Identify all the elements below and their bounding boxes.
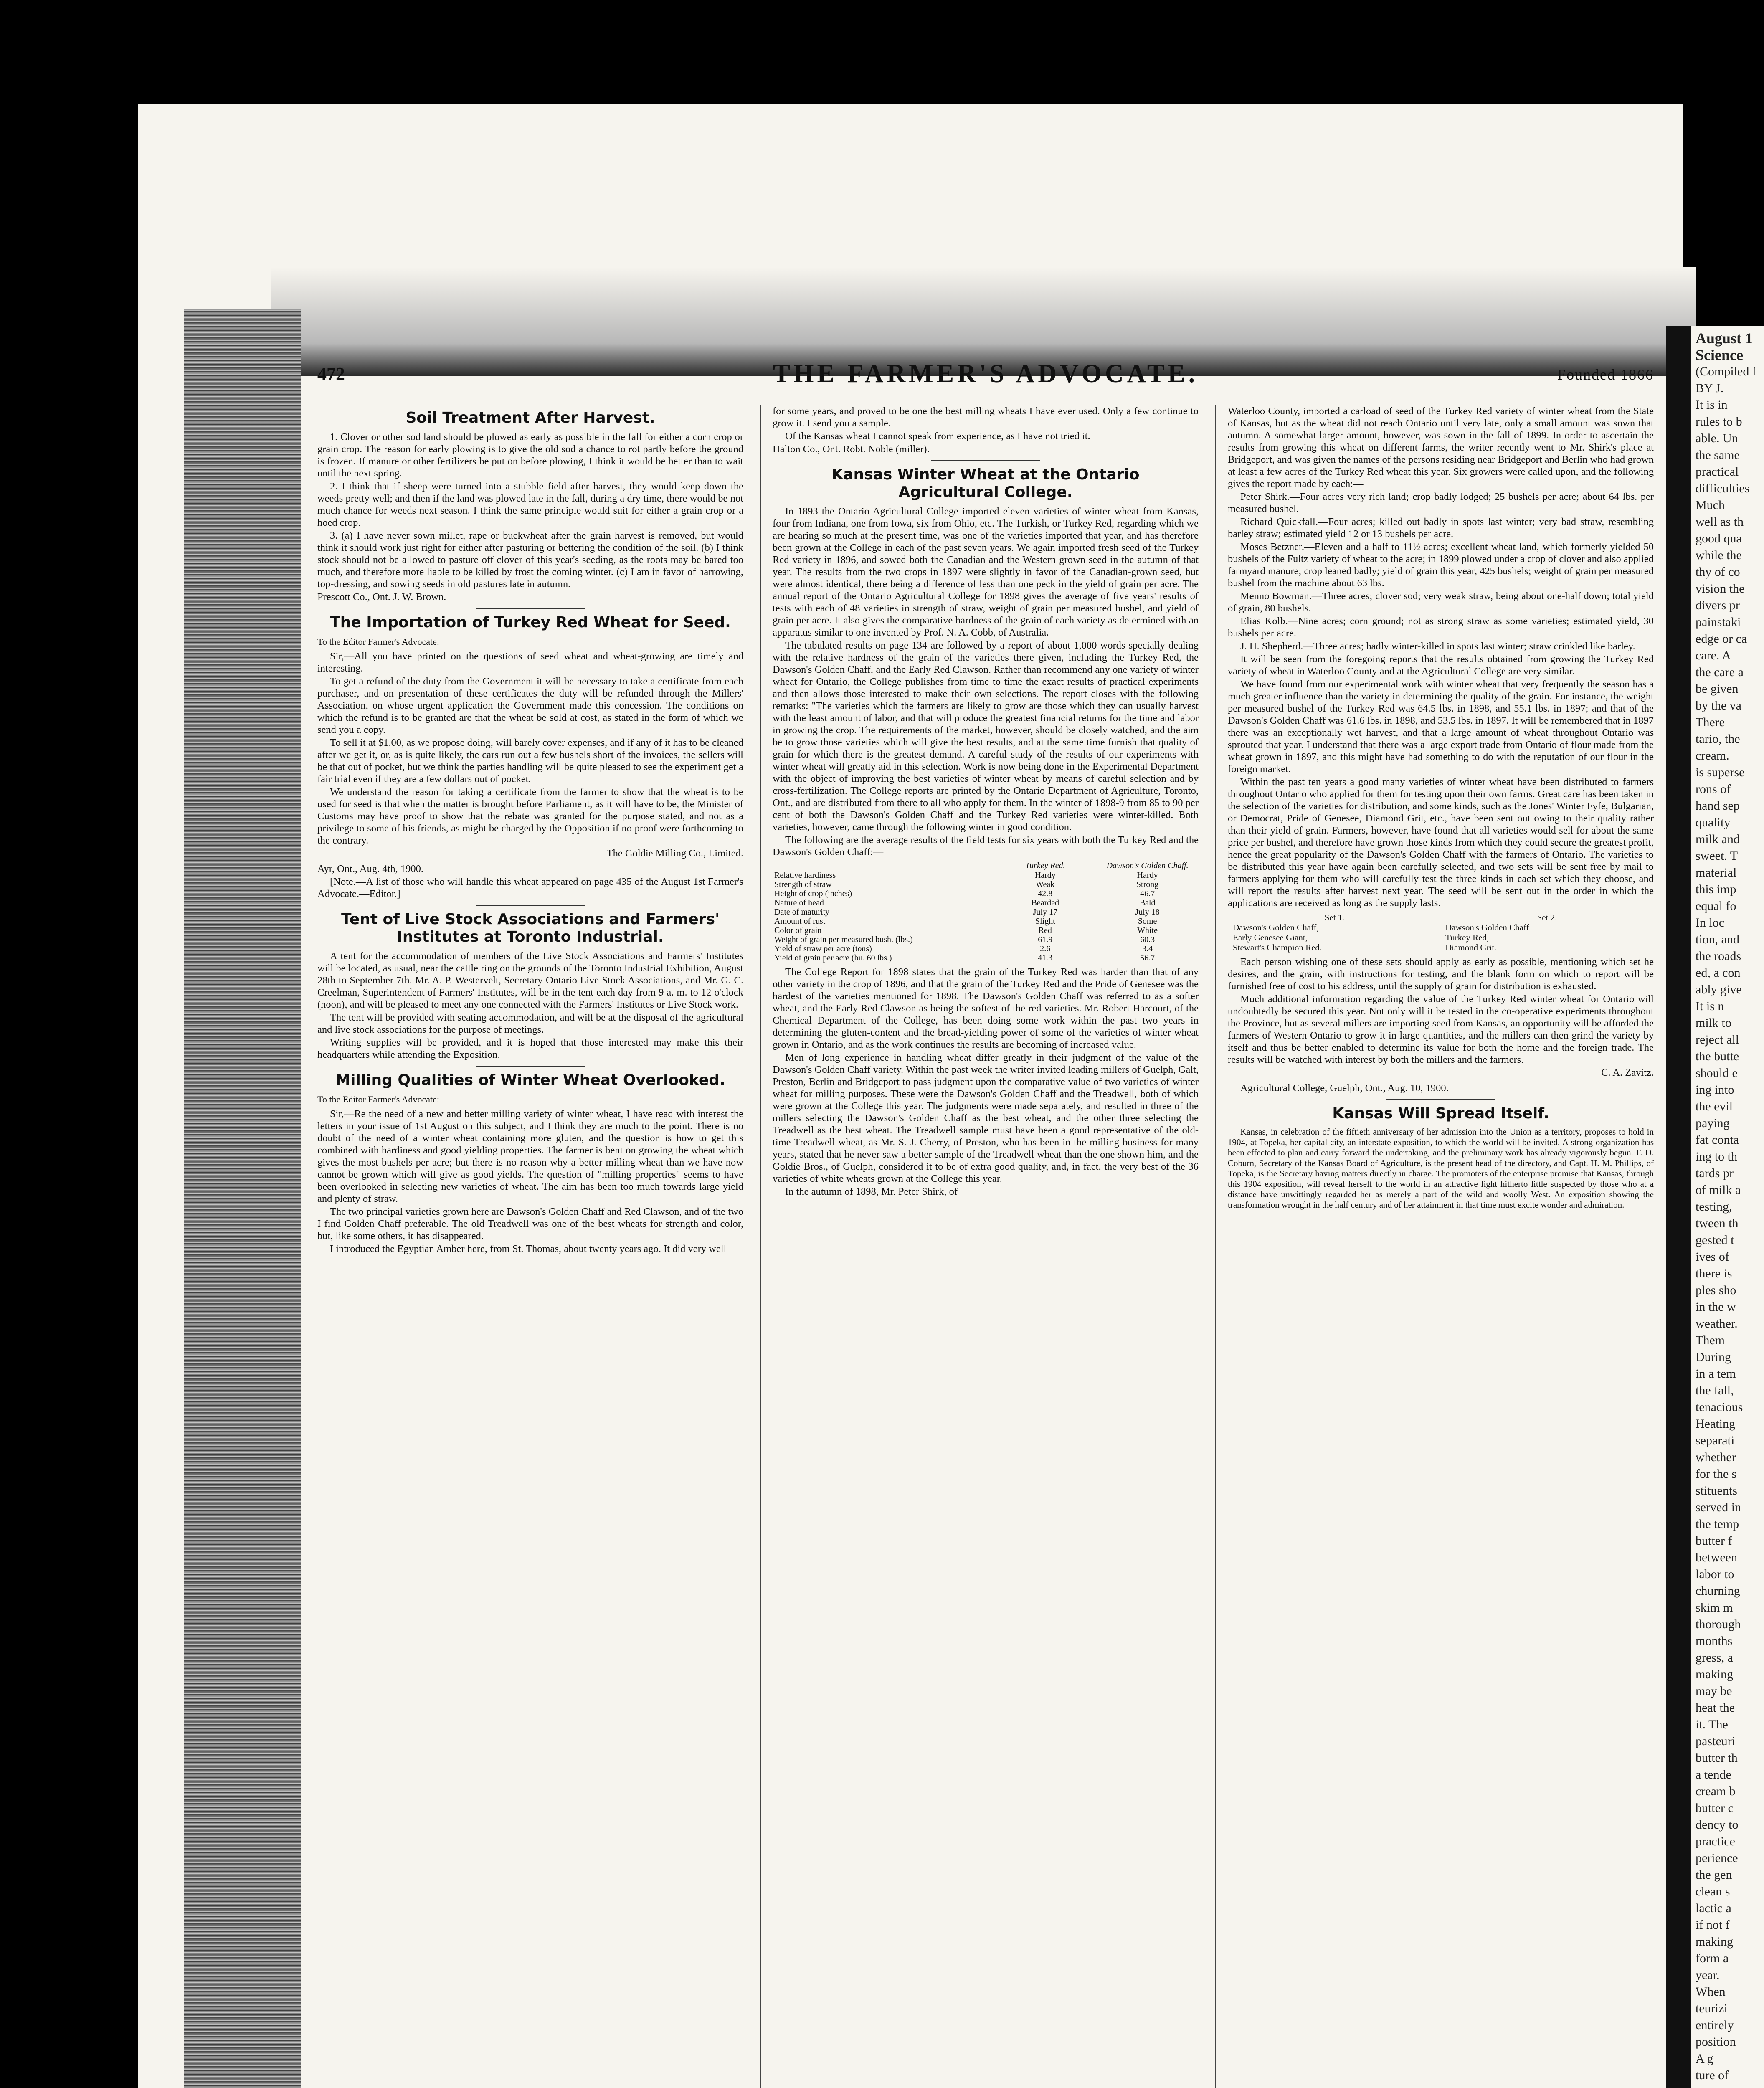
cell-value: Red bbox=[1038, 926, 1052, 935]
table-row bbox=[773, 926, 1199, 935]
cell-value: Hardy bbox=[1137, 871, 1158, 880]
next-page-line: vision the bbox=[1696, 582, 1745, 595]
next-page-line: tario, the bbox=[1696, 732, 1740, 746]
paragraph: We understand the reason for taking a certificate from the farmer to show that the wheat is to be used for seed is that when the matter is brought before Parliament, as it will have to be, the Minister of Customs may have proof to show that the rebate was granted for the purpose stated, and not as a privilege to some of his friends, as might be charged by the Opposition if no proof were forthcoming to the contrary. bbox=[317, 786, 743, 846]
set-item: Dawson's Golden Chaff bbox=[1445, 922, 1529, 933]
next-page-line: teurizi bbox=[1696, 2002, 1728, 2015]
next-page-line: well as th bbox=[1696, 515, 1744, 529]
next-page-line: butter th bbox=[1696, 1751, 1738, 1765]
paragraph: In the autumn of 1898, Mr. Peter Shirk, of bbox=[785, 1186, 958, 1197]
salutation: To the Editor Farmer's Advocate: bbox=[317, 1094, 440, 1105]
next-page-line: the evil bbox=[1696, 1100, 1733, 1113]
paragraph: Of the Kansas wheat I cannot speak from experience, as I have not tried it. bbox=[785, 431, 1090, 442]
table-row bbox=[773, 907, 1199, 917]
set-item: Turkey Red, bbox=[1445, 933, 1489, 943]
section-divider bbox=[476, 1066, 585, 1067]
next-page-line: Heating bbox=[1696, 1417, 1735, 1431]
next-page-line: ing to th bbox=[1696, 1150, 1738, 1163]
next-page-line: butter c bbox=[1696, 1801, 1734, 1815]
next-page-line: gress, a bbox=[1696, 1651, 1733, 1665]
paragraph: The tent will be provided with seating accommodation, and will be at the disposal of the agricultural and live stock associations for the purpose of meetings. bbox=[317, 1012, 743, 1035]
grower-report: Elias Kolb.—Nine acres; corn ground; not as strong straw as some varieties; estimated yield, 30 bushels per acre. bbox=[1228, 616, 1654, 639]
next-page-line: cream. bbox=[1696, 749, 1729, 763]
headline-tent: Tent of Live Stock Associations and Farmers' Institutes at Toronto Industrial. bbox=[341, 911, 720, 945]
row-label: Nature of head bbox=[774, 898, 824, 907]
next-page-line: quality bbox=[1696, 816, 1731, 829]
paragraph: Sir,—Re the need of a new and better milling variety of winter wheat, I have read with interest the letters in your issue of 1st August on this subject, and I think they are much to the point. There is no doubt of the need of a winter wheat containing more gluten, and the question is how to get this combined with hardiness and good yielding properties. The farmer is bent on growing the wheat which gives the most bushels per acre; but there is no reason why a better milling wheat than we have now cannot be grown which will give as good yields. The question of "milling properties" seems to have been overlooked in selecting new varieties of wheat. The aim has been too much towards large yield and plenty of straw. bbox=[317, 1108, 743, 1204]
cell-value: Bald bbox=[1139, 898, 1156, 907]
next-page-line: ples sho bbox=[1696, 1283, 1736, 1297]
paragraph: Kansas, in celebration of the fiftieth anniversary of her admission into the Union as a territory, proposes to hold in 1904, at Topeka, her capital city, an interstate exposition, to which the world will be invited. A strong organization has been effected to plan and carry forward the undertaking, and the preliminary work has already vigorously begun. F. D. Coburn, Secretary of the Kansas Board of Agriculture, is the present head of the directory, and Capt. H. M. Phillips, of Topeka, is the Secretary having matters directly in charge. The promoters of the enterprise promise that Kansas, through this 1904 exposition, will reveal herself to the world in an attractive light hitherto little suspected by those who at a distance have unwittingly regarded her as merely a part of the wild and woolly West. An exposition showing the transformation wrought in the half century and of her attainment in that time must excite wonder and admiration. bbox=[1228, 1127, 1654, 1210]
next-page-line: whether bbox=[1696, 1450, 1736, 1464]
paragraph: To sell it at $1.00, as we propose doing, will barely cover expenses, and if any of it has to be cleaned after we get it, or, as is quite likely, the cars run out a few bushels short of the invoices, the sellers will be that out of pocket, but we think the parties handling will be quite pleased to see the experiment get a fair trial even if they are a few dollars out of pocket. bbox=[317, 737, 743, 785]
table-row bbox=[773, 898, 1199, 907]
next-page-line: there is bbox=[1696, 1267, 1732, 1280]
next-page-line: rons of bbox=[1696, 782, 1731, 796]
paragraph: A tent for the accommodation of members of the Live Stock Associations and Farmers' Institutes will be located, as usual, near the cattle ring on the grounds of the Toronto Industrial Exhibition, August 28th to September 7th. Mr. A. P. Westervelt, Secretary Ontario Live Stock Associations, and Mr. G. C. Creelman, Superintendent of Farmers' Institutes, will be in the tent each day from 9 a. m. to 12 o'clock (noon), and will be pleased to meet any one connected with the Farmers' Institutes or Live Stock work. bbox=[317, 950, 743, 1010]
next-page-line: may be bbox=[1696, 1684, 1732, 1698]
next-page-line: fat conta bbox=[1696, 1133, 1739, 1147]
next-page-line: stituents bbox=[1696, 1484, 1738, 1498]
next-page-line: the roads bbox=[1696, 949, 1741, 963]
paragraph: It will be seen from the foregoing reports that the results obtained from growing the Turkey Red variety of wheat in Waterloo County and at the Agricultural College are very similar. bbox=[1228, 654, 1654, 677]
set-item: Early Genesee Giant, bbox=[1233, 933, 1308, 943]
next-page-line: in the w bbox=[1696, 1300, 1736, 1314]
grower-report: Peter Shirk.—Four acres very rich land; crop badly lodged; 25 bushels per acre; about 64 lbs. per measured bushel. bbox=[1228, 491, 1654, 514]
next-page-line: while the bbox=[1696, 548, 1742, 562]
paragraph: 2. I think that if sheep were turned into a stubble field after harvest, they would keep down the weeds pretty well; and then if the land was plowed late in the fall, during a dry time, there would be not much chance for weeds next season. I think the same principle would suit for either a grain crop or a hoed crop. bbox=[317, 481, 743, 528]
set-title: Set 2. bbox=[1537, 912, 1557, 922]
paragraph: The following are the average results of the field tests for six years with both the Turkey Red and the Dawson's Golden Chaff:— bbox=[773, 834, 1199, 858]
wheat-comparison-table bbox=[773, 861, 1199, 963]
row-label: Weight of grain per measured bush. (lbs.) bbox=[774, 935, 913, 944]
column-1 bbox=[317, 405, 743, 1256]
signature: The Goldie Milling Co., Limited. bbox=[606, 848, 743, 859]
next-page-line: churning bbox=[1696, 1584, 1740, 1598]
cell-value: 42.8 bbox=[1038, 889, 1053, 898]
next-page-line: of milk a bbox=[1696, 1183, 1741, 1197]
cell-value: Hardy bbox=[1034, 871, 1056, 880]
next-page-line: heat the bbox=[1696, 1701, 1735, 1715]
cell-value: July 17 bbox=[1033, 907, 1057, 917]
cell-value: 2.6 bbox=[1040, 944, 1051, 953]
grower-report: Moses Betzner.—Eleven and a half to 11½ acres; excellent wheat land, which formerly yielded 50 bushels of the Fultz variety of wheat to the acre; in 1899 plowed under a crop of clover and also applied farmyard manure; crop leaned badly; yield of grain this year, 425 bushels; weight of grain per measured bushel from the machine about 63 lbs. bbox=[1228, 541, 1654, 589]
column-rule bbox=[1215, 405, 1216, 2088]
paragraph: Within the past ten years a good many varieties of winter wheat have been distributed to farmers throughout Ontario who applied for them for testing upon their own farms. Great care has been taken in the selection of the varieties for distribution, and some kinds, such as the Jones' Winter Fyfe, Bulgarian, or Democrat, Pride of Genesee, Diamond Grit, etc., have been sent out owing to their quality rather than their yield of grain. Farmers, however, have found that all varieties would sell for about the same price per bushel, and therefore have grown those kinds from which they could secure the greatest profit, hence the great popularity of the Dawson's Golden Chaff with the farmers of Ontario. The varieties to be distributed this year have again been carefully selected, and two sets will be sent free by mail to farmers applying for them who will carefully test the three kinds in each set which they choose, and will report the results after harvest next year. The seed will be sent out in the order in which the applications are received as long as the supply lasts. bbox=[1228, 776, 1654, 909]
set-item: Dawson's Golden Chaff, bbox=[1233, 922, 1319, 933]
paragraph: Waterloo County, imported a carload of seed of the Turkey Red variety of winter wheat from the State of Kansas, but as the wheat did not reach Ontario until very late, only a small amount was sown that autumn. A somewhat larger amount, however, was sown in the fall of 1899. In order to ascertain the results from growing this wheat on different farms, the writer recently went to Mr. Shirk's place at Bridgeport, and was given the names of the persons residing near Bridgeport and Berlin who had grown at least a few acres of the Turkey Red wheat this year. Six growers were called upon, and the following gives the report made by each:— bbox=[1228, 405, 1654, 489]
next-page-line: position bbox=[1696, 2035, 1736, 2049]
next-page-line: entirely bbox=[1696, 2018, 1734, 2032]
next-page-line: butter f bbox=[1696, 1534, 1732, 1548]
seed-sets bbox=[1228, 912, 1654, 953]
next-page-line: pasteuri bbox=[1696, 1734, 1735, 1748]
table-row bbox=[773, 880, 1199, 889]
section-divider bbox=[931, 460, 1040, 461]
next-page-line: care. A bbox=[1696, 649, 1731, 662]
seed-set-1 bbox=[1229, 912, 1440, 953]
next-page-line: if not f bbox=[1696, 1918, 1730, 1932]
next-page-line: hand sep bbox=[1696, 799, 1740, 813]
next-page-line: edge or ca bbox=[1696, 632, 1747, 646]
next-page-line: a tende bbox=[1696, 1768, 1731, 1781]
next-page-line: the temp bbox=[1696, 1517, 1739, 1531]
next-page-line: able. Un bbox=[1696, 431, 1738, 445]
row-label: Yield of straw per acre (tons) bbox=[774, 944, 872, 953]
next-page-line: should e bbox=[1696, 1066, 1738, 1080]
next-page-line: divers pr bbox=[1696, 598, 1740, 612]
paragraph: for some years, and proved to be one the best milling wheats I have ever used. Only a few continue to grow it. I send you a sample. bbox=[773, 405, 1199, 429]
paragraph: We have found from our experimental work with winter wheat that very frequently the season has a much greater influence than the variety in determining the quality of the grain. For instance, the weight per measured bushel of the Turkey Red was 64.5 lbs. in 1898, and 55.1 lbs. in 1897; and that of the Dawson's Golden Chaff was 61.6 lbs. in 1898, and 53.5 lbs. in 1897. It will be remembered that in 1897 there was an exceptionally wet harvest, and that a large amount of wheat throughout Ontario was sprouted that year. I understand that there was a large export trade from Ontario of flour made from the wheat grown in 1897, and this might have had something to do with the reputation of our flour in the foreign market. bbox=[1228, 679, 1654, 775]
column-2 bbox=[773, 405, 1199, 1199]
next-page-line: (Compiled f bbox=[1696, 365, 1756, 378]
next-page-line: During bbox=[1696, 1350, 1731, 1364]
next-page-line: skim m bbox=[1696, 1601, 1733, 1614]
paragraph: Much additional information regarding the value of the Turkey Red winter wheat for Ontario will undoubtedly be secured this year. Not only will it be tested in the co-operative experiments throughout the Province, but as several millers are importing seed from Kansas, an opportunity will be afforded the farmers of Western Ontario to grow it in large quantities, and the millers can then grind the variety by itself and thus be better enabled to determine its value for both the home and the foreign trade. The results will be watched with interest by both the millers and the farmers. bbox=[1228, 993, 1654, 1065]
next-page-line: served in bbox=[1696, 1500, 1741, 1514]
founded-date: Founded 1866 bbox=[1557, 366, 1654, 383]
next-page-line: sweet. T bbox=[1696, 849, 1738, 863]
next-page-line: weather. bbox=[1696, 1317, 1738, 1330]
next-page-line: by the va bbox=[1696, 699, 1741, 712]
next-page-line: the same bbox=[1696, 448, 1740, 462]
next-page-line: gested t bbox=[1696, 1233, 1734, 1247]
section-divider bbox=[476, 608, 585, 609]
table-row bbox=[773, 944, 1199, 953]
next-page-line: ed, a con bbox=[1696, 966, 1741, 980]
masthead: THE FARMER'S ADVOCATE. bbox=[773, 360, 1199, 388]
paragraph: To get a refund of the duty from the Government it will be necessary to take a certificate from each purchaser, and on presentation of these certificates the duty will be refunded through the Millers' Association, on whose urgent application the Government made this concession. The conditions on which the refund is to be granted are that the wheat be sold at cost, as stated in the form of which we send you a copy. bbox=[317, 676, 743, 735]
next-page-line: difficulties bbox=[1696, 481, 1750, 495]
page-number: 472 bbox=[317, 364, 345, 384]
next-page-line: this imp bbox=[1696, 882, 1736, 896]
next-page-line: the gen bbox=[1696, 1868, 1732, 1882]
next-page-line: lactic a bbox=[1696, 1901, 1731, 1915]
headline-kansas-winter-wheat: Kansas Winter Wheat at the Ontario Agricultural College. bbox=[831, 466, 1140, 501]
next-page-line: When bbox=[1696, 1985, 1726, 1999]
next-page-line: rules to b bbox=[1696, 415, 1742, 428]
paragraph: The tabulated results on page 134 are followed by a report of about 1,000 words specially dealing with the relative hardness of the grain of the varieties there given, including the Turkey Red, the Dawson's Golden Chaff, and the Early Red Clawson. Rather than recommend any one variety of winter wheat for Ontario, the College publishes from time to time the exact results of practical experiments and then allows those interested to make their own selections. The report closes with the following remarks: "The varieties which the farmers are likely to grow are those which they can usually harvest with the least amount of labor, and that will produce the greatest financial returns for the time and labor in growing the crop. The requirements of the market, however, should be closely watched, and the aim be to grow those varieties which will give the best results, and at the same time furnish that quality of grain for which there is the greatest demand. A careful study of the results of our experiments with winter wheat will greatly aid in this selection. Work is now being done in the Experimental Department with the object of improving the best varieties of winter wheat by means of careful selection and by cross-fertilization. The College reports are printed by the Ontario Department of Agriculture, Toronto, Ont., and are distributed from there to all who apply for them. In the winter of 1898-9 from 85 to 90 per cent of both the Dawson's Golden Chaff and the Turkey Red varieties were winter-killed. Both varieties, however, came through the following winter in good condition. bbox=[773, 640, 1199, 833]
next-page-line: between bbox=[1696, 1551, 1737, 1564]
headline-kansas-spread: Kansas Will Spread Itself. bbox=[1332, 1105, 1549, 1122]
cell-value: 46.7 bbox=[1140, 889, 1155, 898]
paragraph: Writing supplies will be provided, and it is hoped that those interested may make this their headquarters while attending the Exposition. bbox=[317, 1037, 743, 1060]
next-page-line: tenacious bbox=[1696, 1400, 1743, 1414]
next-page-line: It is n bbox=[1696, 999, 1724, 1013]
row-label: Relative hardiness bbox=[774, 871, 836, 880]
row-label: Height of crop (inches) bbox=[774, 889, 852, 898]
headline-turkey-red-importation: The Importation of Turkey Red Wheat for Seed. bbox=[330, 614, 731, 631]
next-page-line: making bbox=[1696, 1935, 1733, 1949]
next-page-fragment bbox=[1691, 326, 1764, 2088]
next-page-line: tween th bbox=[1696, 1216, 1739, 1230]
table-row bbox=[773, 953, 1199, 963]
next-page-line: reject all bbox=[1696, 1033, 1739, 1047]
cell-value: Slight bbox=[1035, 917, 1055, 926]
table-row bbox=[773, 889, 1199, 898]
next-page-line: practical bbox=[1696, 465, 1739, 479]
table-row bbox=[773, 917, 1199, 926]
set-item: Diamond Grit. bbox=[1445, 943, 1497, 953]
next-page-line: material bbox=[1696, 866, 1737, 879]
paragraph: Men of long experience in handling wheat differ greatly in their judgment of the value of the Dawson's Golden Chaff variety. Within the past week the writer invited leading millers of Guelph, Galt, Preston, Berlin and Bridgeport to pass judgment upon the comparative value of two varieties of winter wheat for milling purposes. These were the Dawson's Golden Chaff and the Treadwell, both of which were grown at the College this year. The judgments were made separately, and resulted in three of the millers selecting the Dawson's Golden Chaff as the best wheat, and the other three selecting the Treadwell as the best wheat. The Treadwell sample must have been a good representative of the old-time Treadwell wheat, as Mr. S. J. Cherry, of Preston, who has been in the milling business for many years, stated that he never saw a better sample of the Treadwell wheat than the one shown him, and the Goldie Bros., of Guelph, considered it to be of extra good quality, and, in fact, the very best of the 36 varieties of white wheats grown at the College this year. bbox=[773, 1052, 1199, 1184]
editor-note: [Note.—A list of those who will handle this wheat appeared on page 435 of the August 1st Farmer's Advocate.—Editor.] bbox=[317, 876, 743, 900]
cell-value: July 18 bbox=[1135, 907, 1160, 917]
set-title: Set 1. bbox=[1324, 912, 1345, 922]
row-label: Amount of rust bbox=[774, 917, 826, 926]
next-page-line: ture of bbox=[1696, 2068, 1729, 2082]
next-page-lines bbox=[1691, 326, 1764, 2088]
section-divider bbox=[1386, 1099, 1495, 1100]
seed-set-2 bbox=[1441, 912, 1653, 953]
book-page-edges bbox=[184, 309, 301, 2088]
next-page-line: making bbox=[1696, 1667, 1733, 1681]
paragraph: The two principal varieties grown here are Dawson's Golden Chaff and Red Clawson, and of the two I find Golden Chaff preferable. The old Treadwell was one of the best wheats for strength and color, but, like some others, it has disappeared. bbox=[317, 1206, 743, 1242]
next-page-line: in a tem bbox=[1696, 1367, 1736, 1381]
next-page-line: There bbox=[1696, 715, 1725, 729]
newspaper-page bbox=[309, 359, 1662, 2088]
paragraph: I introduced the Egyptian Amber here, from St. Thomas, about twenty years ago. It did very well bbox=[330, 1243, 727, 1254]
column-3 bbox=[1228, 405, 1654, 1211]
paragraph: 3. (a) I have never sown millet, rape or buckwheat after the grain harvest is removed, but would think it should work just right for either after pasturing or bettering the condition of the soil. (b) I think stock should not be allowed to pasture off clover of this year's seeding, as the roots may be bared too much, and therefore more liable to be killed by frost the coming winter. (c) I am in favor of harrowing, top-dressing, and sowing seeds in old pastures late in autumn. bbox=[317, 530, 743, 590]
section-divider bbox=[476, 905, 585, 906]
next-page-line: tards pr bbox=[1696, 1166, 1734, 1180]
cell-value: Bearded bbox=[1031, 898, 1059, 907]
next-page-line: dency to bbox=[1696, 1818, 1739, 1832]
signature: Prescott Co., Ont. J. W. Brown. bbox=[317, 591, 446, 603]
grower-report: Richard Quickfall.—Four acres; killed out badly in spots last winter; very bad straw, resembling barley straw; estimated yield 12 or 13 bushels per acre. bbox=[1228, 516, 1654, 540]
row-label: Color of grain bbox=[774, 926, 822, 935]
next-page-line: it. The bbox=[1696, 1718, 1728, 1731]
headline-soil-treatment: Soil Treatment After Harvest. bbox=[406, 409, 655, 426]
next-page-line: good qua bbox=[1696, 532, 1742, 545]
grower-report: Menno Bowman.—Three acres; clover sod; very weak straw, being about one-half down; total yield of grain, 80 bushels. bbox=[1228, 590, 1654, 614]
next-page-line: A g bbox=[1696, 2052, 1713, 2065]
signature: C. A. Zavitz. bbox=[1601, 1067, 1654, 1078]
signature: Halton Co., Ont. Robt. Noble (miller). bbox=[773, 443, 930, 455]
next-page-line: ably give bbox=[1696, 983, 1742, 996]
next-page-line: ives of bbox=[1696, 1250, 1729, 1264]
next-page-line: Much bbox=[1696, 498, 1725, 512]
next-page-line: labor to bbox=[1696, 1567, 1734, 1581]
column-rule bbox=[760, 405, 761, 2088]
cell-value: 60.3 bbox=[1140, 935, 1155, 944]
next-page-line: be given bbox=[1696, 682, 1739, 696]
paragraph: The College Report for 1898 states that the grain of the Turkey Red was harder than that of any other variety in the crop of 1896, and that the grain of the Turkey Red and the Pride of Genesee was the hardest of the varieties mentioned for 1898. The Dawson's Golden Chaff was referred to as a softer wheat, and the Early Red Clawson as being the softest of the red varieties. Mr. Robert Harcourt, of the Chemical Department of the College, has been doing some work within the past two years in determining the gluten-content and the bread-yielding power of some of the varieties of winter wheat grown in Ontario, and as the work continues the results are becoming of increased value. bbox=[773, 966, 1199, 1050]
paragraph: 1. Clover or other sod land should be plowed as early as possible in the fall for either a corn crop or grain crop. The reason for early plowing is to give the old sod a chance to rot partly before the ground is frozen. If manure or other fertilizers be put on before plowing, I think it would be better than to wait until the next spring. bbox=[317, 431, 743, 479]
next-page-line: clean s bbox=[1696, 1885, 1730, 1898]
next-page-line: tion, and bbox=[1696, 933, 1739, 946]
next-page-line: milk and bbox=[1696, 832, 1740, 846]
next-page-line: for the s bbox=[1696, 1467, 1737, 1481]
next-page-line: separati bbox=[1696, 1434, 1735, 1447]
next-page-line: milk to bbox=[1696, 1016, 1731, 1030]
cell-value: White bbox=[1137, 926, 1158, 935]
row-label: Yield of grain per acre (bu. 60 lbs.) bbox=[774, 953, 892, 963]
paragraph: Sir,—All you have printed on the questions of seed wheat and wheat-growing are timely and interesting. bbox=[317, 651, 743, 674]
next-page-line: months bbox=[1696, 1634, 1733, 1648]
next-page-line: thy of co bbox=[1696, 565, 1740, 579]
row-label: Strength of straw bbox=[774, 880, 832, 889]
cell-value: 61.9 bbox=[1038, 935, 1053, 944]
cell-value: 3.4 bbox=[1142, 944, 1153, 953]
next-page-line: BY J. bbox=[1696, 381, 1724, 395]
next-page-line: form a bbox=[1696, 1951, 1729, 1965]
page-header bbox=[317, 359, 1654, 397]
next-page-line: painstaki bbox=[1696, 615, 1741, 629]
salutation: To the Editor Farmer's Advocate: bbox=[317, 636, 440, 647]
next-page-line: perience bbox=[1696, 1851, 1738, 1865]
next-page-line: ing into bbox=[1696, 1083, 1734, 1097]
cell-value: 56.7 bbox=[1140, 953, 1155, 963]
next-page-line: August 1 bbox=[1696, 330, 1753, 347]
table-header bbox=[773, 861, 994, 871]
next-page-line: the care a bbox=[1696, 665, 1744, 679]
table-row bbox=[773, 871, 1199, 880]
paragraph: In 1893 the Ontario Agricultural College imported eleven varieties of winter wheat from Kansas, four from Indiana, one from Iowa, six from Ohio, etc. The Turkish, or Turkey Red, regarding which we are hearing so much at the present time, was one of the varieties imported that year, and has therefore been grown at the College in each of the past seven years. We again imported fresh seed of the Turkey Red variety in 1896, and sowed both the Canadian and the Western grown seed in the autumn of that year. The results from the two crops in 1897 were slightly in favor of the Canadian-grown seed, but were almost identical, there being a difference of less than one peck in the yield of grain per acre. The annual report of the Ontario Agricultural College for 1898 gives the average of five years' results of tests with each of 48 varieties in strength of straw, weight of grain per measured bushel, and yield of grain per acre. It also gives the comparative hardness of the grain of each variety as determined with an apparatus similar to one invented by Prof. N. A. Cobb, of Australia. bbox=[773, 506, 1199, 638]
table-header: Dawson's Golden Chaff. bbox=[1106, 861, 1189, 870]
dateline: Agricultural College, Guelph, Ont., Aug. 10, 1900. bbox=[1240, 1082, 1449, 1094]
cell-value: Weak bbox=[1036, 880, 1055, 889]
next-page-line: Science bbox=[1696, 347, 1743, 363]
next-page-line: paying bbox=[1696, 1116, 1730, 1130]
next-page-line: Them bbox=[1696, 1333, 1725, 1347]
next-page-line: In loc bbox=[1696, 916, 1725, 930]
next-page-line: is superse bbox=[1696, 765, 1745, 779]
next-page-line: thorough bbox=[1696, 1617, 1741, 1631]
binding-gutter bbox=[1666, 326, 1691, 2088]
next-page-line: cream b bbox=[1696, 1784, 1736, 1798]
next-page-line: year. bbox=[1696, 1968, 1720, 1982]
table-header: Turkey Red. bbox=[1025, 861, 1065, 870]
cell-value: 41.3 bbox=[1038, 953, 1053, 963]
next-page-line: practice bbox=[1696, 1835, 1735, 1848]
headline-milling-qualities: Milling Qualities of Winter Wheat Overlooked. bbox=[335, 1072, 725, 1089]
cell-value: Strong bbox=[1136, 880, 1159, 889]
row-label: Date of maturity bbox=[774, 907, 830, 917]
next-page-line: It is in bbox=[1696, 398, 1728, 412]
next-page-line: the fall, bbox=[1696, 1384, 1734, 1397]
next-page-line: the butte bbox=[1696, 1049, 1739, 1063]
dateline: Ayr, Ont., Aug. 4th, 1900. bbox=[317, 863, 424, 874]
set-item: Stewart's Champion Red. bbox=[1233, 943, 1322, 953]
table-row bbox=[773, 935, 1199, 944]
next-page-line: testing, bbox=[1696, 1200, 1732, 1214]
paragraph: Each person wishing one of these sets should apply as early as possible, mentioning which set he desires, and the grain, with instructions for testing, and the blank form on which to report will be furnished free of cost to his address, until the supply of grain for distribution is exhausted. bbox=[1228, 956, 1654, 992]
grower-report: J. H. Shepherd.—Three acres; badly winter-killed in spots last winter; straw crinkled like barley. bbox=[1240, 641, 1635, 652]
next-page-line: equal fo bbox=[1696, 899, 1736, 913]
cell-value: Some bbox=[1138, 917, 1157, 926]
